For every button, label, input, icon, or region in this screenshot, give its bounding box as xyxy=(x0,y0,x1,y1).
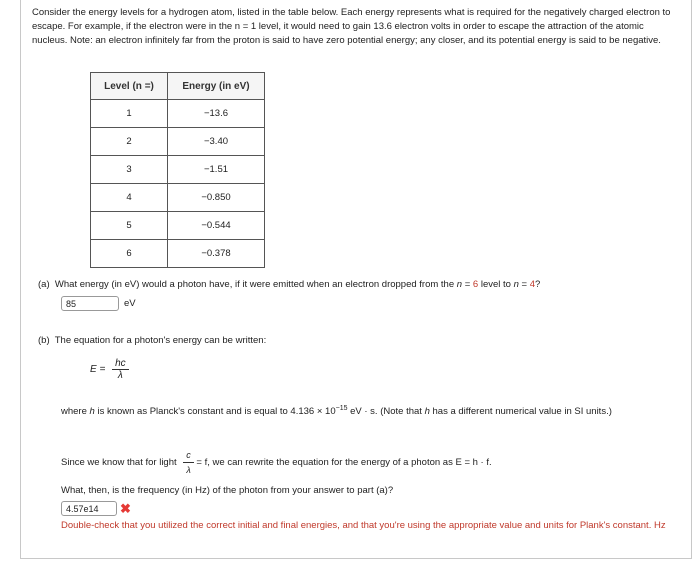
part-b-label: (b) xyxy=(38,335,50,346)
table-row xyxy=(91,240,265,268)
table-row xyxy=(91,128,265,156)
table-header-row xyxy=(91,73,265,100)
level-cell: 4 xyxy=(91,184,168,212)
level-cell: 2 xyxy=(91,128,168,156)
planck-text-tail: has a different numerical value in SI units.) xyxy=(429,406,612,418)
light-fraction xyxy=(183,448,194,477)
level-cell: 6 xyxy=(91,240,168,268)
header-energy: Energy (in eV) xyxy=(168,73,265,100)
planck-constant-text xyxy=(61,402,676,419)
level-cell: 3 xyxy=(91,156,168,184)
planck-exponent: −15 xyxy=(335,405,348,412)
table-row xyxy=(91,184,265,212)
formula-denominator: λ xyxy=(117,370,123,381)
part-a-question-mid: level to xyxy=(478,279,514,290)
photon-energy-formula xyxy=(90,358,129,381)
planck-text-start: where xyxy=(61,406,90,418)
level-cell: 1 xyxy=(91,100,168,128)
energy-cell: −0.544 xyxy=(168,212,265,240)
energy-levels-table xyxy=(90,72,265,268)
energy-cell: −0.850 xyxy=(168,184,265,212)
n-symbol: n xyxy=(456,279,463,290)
light-text-end: = f, we can rewrite the equation for the energy of a photon as E = h · f. xyxy=(193,457,492,469)
light-numerator: c xyxy=(183,448,194,463)
initial-level: 6 xyxy=(472,279,479,290)
part-b-intro-text: The equation for a photon's energy can be written: xyxy=(54,335,267,346)
planck-text-end: eV · s. (Note that xyxy=(347,406,425,418)
part-a-label: (a) xyxy=(38,279,50,290)
table-row xyxy=(91,156,265,184)
feedback-message: Double-check that you utilized the correct initial and final energies, and that you're using the appropriate value and units for Plank's constant. Hz xyxy=(61,520,666,531)
table-row xyxy=(91,212,265,240)
question-mark: ? xyxy=(535,279,541,290)
formula-numerator: hc xyxy=(112,358,129,370)
intro-text: Consider the energy levels for a hydrogen atom, listed in the table below. Each energy represents what is required for the negatively charged electron to escape. For example, if the electron were in the n = 1 level, it would need to gain 13.6 electron volts in order to escape the attraction of the atomic nucleus. Note: an electron infinitely far from the proton is said to have zero potential energy; any closer, and its potential energy is said to be negative. xyxy=(32,7,671,46)
h-symbol: h xyxy=(89,406,95,418)
formula-fraction xyxy=(112,358,129,381)
part-a-question xyxy=(38,278,540,291)
part-b-answer-input[interactable]: 4.57e14 xyxy=(61,501,117,516)
header-level: Level (n =) xyxy=(91,73,168,100)
n-symbol: n xyxy=(513,279,519,290)
part-a-answer-input[interactable]: 85 xyxy=(61,296,119,311)
energy-cell: −3.40 xyxy=(168,128,265,156)
final-level: 4 xyxy=(529,279,536,290)
incorrect-x-icon: ✖ xyxy=(120,501,131,516)
light-text-start: Since we know that for light xyxy=(61,457,180,469)
equals-sign: = xyxy=(518,279,530,290)
table-row xyxy=(91,100,265,128)
formula-lhs: E = xyxy=(90,364,106,376)
energy-cell: −13.6 xyxy=(168,100,265,128)
part-b-question: What, then, is the frequency (in Hz) of the photon from your answer to part (a)? xyxy=(61,485,394,496)
energy-cell: −0.378 xyxy=(168,240,265,268)
light-relation-text xyxy=(61,448,676,477)
energy-cell: −1.51 xyxy=(168,156,265,184)
part-b-intro xyxy=(38,334,266,347)
planck-text-mid: is known as Planck's constant and is equal to 4.136 × 10 xyxy=(94,406,336,418)
part-a-question-start: What energy (in eV) would a photon have, if it were emitted when an electron dropped from the xyxy=(54,279,457,290)
light-denominator: λ xyxy=(186,465,191,475)
part-a-unit: eV xyxy=(124,298,136,309)
level-cell: 5 xyxy=(91,212,168,240)
h-symbol: h xyxy=(424,406,430,418)
equals-sign: = xyxy=(462,279,473,290)
